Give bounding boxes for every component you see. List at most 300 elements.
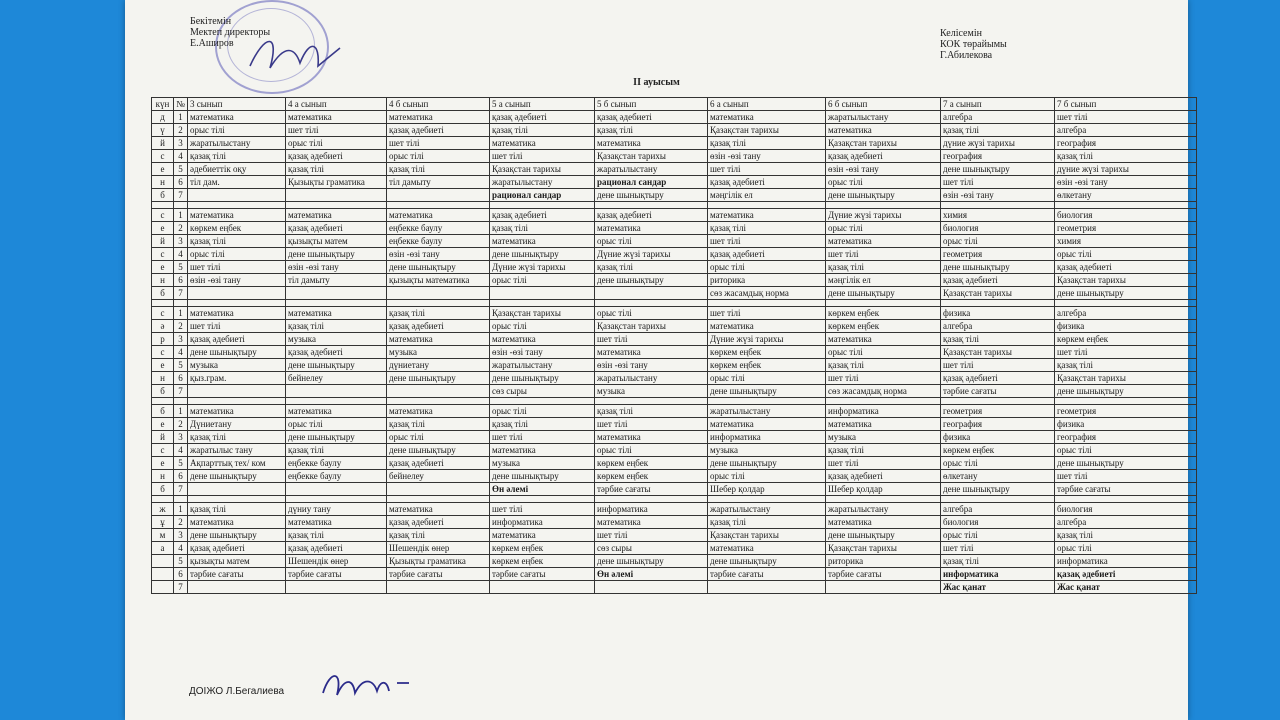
table-cell: тәрбие сағаты	[286, 568, 387, 581]
table-cell: б	[152, 385, 174, 398]
approval-line-2: Мектеп директоры	[190, 27, 271, 38]
table-cell: орыс тілі	[595, 235, 708, 248]
table-cell: математика	[188, 111, 286, 124]
table-cell: химия	[941, 209, 1055, 222]
table-cell: Өн әлемі	[490, 483, 595, 496]
table-cell: 4	[174, 248, 188, 261]
table-cell: қазақ әдебиеті	[387, 516, 490, 529]
table-cell: Қазақстан тарихы	[826, 542, 941, 555]
table-row	[152, 248, 1197, 261]
table-cell: Дүние жүзі тарихы	[708, 333, 826, 346]
table-cell: өзін -өзі тану	[708, 150, 826, 163]
table-cell: Қазақстан тарихы	[595, 320, 708, 333]
table-row	[152, 555, 1197, 568]
table-cell: с	[152, 150, 174, 163]
table-cell	[708, 202, 826, 209]
table-cell: Шешендік өнер	[286, 555, 387, 568]
table-cell: қазақ әдебиеті	[490, 209, 595, 222]
table-cell: н	[152, 470, 174, 483]
table-cell: математика	[188, 516, 286, 529]
table-cell: қазақ әдебиеті	[286, 542, 387, 555]
table-cell	[595, 300, 708, 307]
table-cell: дене шынықтыру	[387, 261, 490, 274]
agreement-line-3: Г.Абилекова	[940, 50, 993, 61]
shift-title: II ауысым	[633, 77, 680, 88]
table-cell	[941, 398, 1055, 405]
table-cell	[286, 300, 387, 307]
table-cell	[286, 483, 387, 496]
table-cell: ұ	[152, 516, 174, 529]
table-cell: қазақ тілі	[595, 124, 708, 137]
table-row	[152, 385, 1197, 398]
table-cell: математика	[490, 235, 595, 248]
table-cell: сөз сыры	[490, 385, 595, 398]
table-cell: өлкетану	[941, 470, 1055, 483]
table-cell: тәрбие сағаты	[387, 568, 490, 581]
table-cell: шет тілі	[188, 261, 286, 274]
table-row	[152, 150, 1197, 163]
table-cell: 5	[174, 457, 188, 470]
table-cell: қазақ тілі	[490, 418, 595, 431]
table-cell	[188, 189, 286, 202]
table-cell: математика	[708, 111, 826, 124]
table-cell: орыс тілі	[1055, 444, 1197, 457]
table-cell: математика	[387, 111, 490, 124]
table-cell: қыз.грам.	[188, 372, 286, 385]
table-cell: б	[152, 287, 174, 300]
table-cell: музыка	[188, 359, 286, 372]
table-cell: қазақ тілі	[188, 235, 286, 248]
table-cell: әдебиеттік оқу	[188, 163, 286, 176]
table-cell: география	[941, 418, 1055, 431]
table-cell: орыс тілі	[826, 346, 941, 359]
table-cell: өзін -өзі тану	[826, 163, 941, 176]
table-row	[152, 431, 1197, 444]
table-cell: қазақ әдебиеті	[826, 470, 941, 483]
table-cell: алгебра	[1055, 124, 1197, 137]
table-cell: 5 б сынып	[595, 98, 708, 111]
table-cell: математика	[708, 542, 826, 555]
table-cell: қазақ әдебиеті	[188, 542, 286, 555]
table-row	[152, 222, 1197, 235]
table-cell: жаратылыстану	[708, 503, 826, 516]
table-cell: Қазақстан тарихы	[490, 307, 595, 320]
table-cell: тәрбие сағаты	[941, 385, 1055, 398]
table-cell: шет тілі	[708, 235, 826, 248]
table-cell: рационал сандар	[490, 189, 595, 202]
table-cell: информатика	[490, 516, 595, 529]
table-cell: көркем еңбек	[708, 346, 826, 359]
table-cell: тәрбие сағаты	[595, 483, 708, 496]
table-cell: 2	[174, 320, 188, 333]
table-cell: шет тілі	[595, 529, 708, 542]
table-cell: шет тілі	[387, 137, 490, 150]
table-cell: қазақ әдебиеті	[708, 248, 826, 261]
table-cell: р	[152, 333, 174, 346]
table-cell	[490, 398, 595, 405]
table-cell	[188, 483, 286, 496]
table-cell: ж	[152, 503, 174, 516]
table-cell: сөз сыры	[595, 542, 708, 555]
table-cell: музыка	[286, 333, 387, 346]
table-cell	[595, 202, 708, 209]
table-cell	[941, 496, 1055, 503]
table-cell: дене шынықтыру	[595, 555, 708, 568]
table-cell: 2	[174, 516, 188, 529]
table-cell	[490, 496, 595, 503]
table-cell: шет тілі	[826, 457, 941, 470]
table-cell: Шебер қолдар	[826, 483, 941, 496]
table-cell	[188, 581, 286, 594]
table-cell: 5	[174, 555, 188, 568]
table-cell: Шешендік өнер	[387, 542, 490, 555]
table-cell: 3	[174, 235, 188, 248]
table-cell: жаратылыстану	[490, 176, 595, 189]
table-cell: 3	[174, 137, 188, 150]
table-cell: 6 а сынып	[708, 98, 826, 111]
table-cell: өзін -өзі тану	[941, 189, 1055, 202]
table-cell: алгебра	[941, 320, 1055, 333]
table-cell	[826, 300, 941, 307]
table-cell: өзін -өзі тану	[286, 261, 387, 274]
table-row	[152, 483, 1197, 496]
table-cell	[174, 398, 188, 405]
table-row	[152, 261, 1197, 274]
table-row	[152, 405, 1197, 418]
table-cell: Қызықты граматика	[387, 555, 490, 568]
table-cell: дене шынықтыру	[188, 470, 286, 483]
table-cell: 2	[174, 418, 188, 431]
table-cell: 5	[174, 163, 188, 176]
table-cell: бейнелеу	[286, 372, 387, 385]
table-cell: Дүние жүзі тарихы	[826, 209, 941, 222]
table-cell: 3	[174, 431, 188, 444]
table-cell: көркем еңбек	[595, 457, 708, 470]
table-cell: қазақ тілі	[708, 516, 826, 529]
table-cell: дүниу тану	[286, 503, 387, 516]
table-row	[152, 307, 1197, 320]
table-cell	[174, 496, 188, 503]
table-cell: жаратылыстану	[826, 503, 941, 516]
table-cell	[286, 581, 387, 594]
table-cell: бейнелеу	[387, 470, 490, 483]
table-cell: математика	[595, 222, 708, 235]
table-cell: қазақ тілі	[595, 405, 708, 418]
table-cell	[595, 398, 708, 405]
table-cell: информатика	[826, 405, 941, 418]
table-row	[152, 346, 1197, 359]
table-cell: шет тілі	[708, 307, 826, 320]
table-cell: геометрия	[941, 405, 1055, 418]
table-cell: й	[152, 235, 174, 248]
table-cell: жаратылыстану	[490, 359, 595, 372]
table-cell: орыс тілі	[286, 137, 387, 150]
table-cell	[708, 300, 826, 307]
table-cell: математика	[286, 307, 387, 320]
table-row	[152, 503, 1197, 516]
day-spacer	[152, 202, 1197, 209]
table-cell: математика	[708, 320, 826, 333]
table-cell: қазақ тілі	[1055, 150, 1197, 163]
table-cell: математика	[387, 503, 490, 516]
table-cell: дене шынықтыру	[826, 189, 941, 202]
table-cell: орыс тілі	[826, 176, 941, 189]
table-cell: тіл дамыту	[286, 274, 387, 287]
table-cell: өзін -өзі тану	[595, 359, 708, 372]
table-cell: 5	[174, 359, 188, 372]
table-cell: дене шынықтыру	[595, 274, 708, 287]
table-cell: қазақ тілі	[1055, 529, 1197, 542]
table-cell: қазақ әдебиеті	[826, 150, 941, 163]
table-cell: б	[152, 483, 174, 496]
table-cell: с	[152, 346, 174, 359]
table-row	[152, 581, 1197, 594]
table-cell: математика	[188, 209, 286, 222]
table-cell: дене шынықтыру	[1055, 385, 1197, 398]
table-cell	[708, 496, 826, 503]
table-cell: 7	[174, 287, 188, 300]
table-cell: шет тілі	[188, 320, 286, 333]
table-cell: 4 б сынып	[387, 98, 490, 111]
footer-name: ДОІЖО Л.Бегалиева	[189, 686, 285, 697]
table-cell: орыс тілі	[490, 405, 595, 418]
table-cell: шет тілі	[1055, 470, 1197, 483]
table-cell: қазақ тілі	[708, 137, 826, 150]
table-cell: алгебра	[1055, 307, 1197, 320]
table-cell: орыс тілі	[387, 431, 490, 444]
table-cell: физика	[941, 431, 1055, 444]
table-cell: Дүние жүзі тарихы	[595, 248, 708, 261]
table-cell: математика	[490, 444, 595, 457]
table-cell: дене шынықтыру	[286, 431, 387, 444]
table-cell: математика	[286, 209, 387, 222]
day-spacer	[152, 398, 1197, 405]
table-cell: Шебер қолдар	[708, 483, 826, 496]
table-cell: қызықты матем	[188, 555, 286, 568]
table-cell: қазақ тілі	[286, 529, 387, 542]
agreement-block	[940, 28, 1007, 61]
timetable-body	[152, 98, 1197, 594]
table-cell: музыка	[387, 346, 490, 359]
table-cell: қазақ әдебиеті	[188, 333, 286, 346]
table-cell: ә	[152, 320, 174, 333]
table-row	[152, 320, 1197, 333]
table-cell: өзін -өзі тану	[1055, 176, 1197, 189]
table-cell: тәрбие сағаты	[1055, 483, 1197, 496]
table-cell: қазақ тілі	[286, 320, 387, 333]
day-spacer	[152, 300, 1197, 307]
table-row	[152, 163, 1197, 176]
table-cell: Қазақстан тарихы	[1055, 274, 1197, 287]
table-cell: география	[1055, 431, 1197, 444]
table-cell: қызықты матем	[286, 235, 387, 248]
table-cell: риторика	[708, 274, 826, 287]
table-cell	[286, 496, 387, 503]
table-cell: Қазақстан тарихы	[1055, 372, 1197, 385]
table-cell: Өн әлемі	[595, 568, 708, 581]
table-cell: мәңгілік ел	[708, 189, 826, 202]
table-cell: өзін -өзі тану	[490, 346, 595, 359]
table-cell	[1055, 496, 1197, 503]
table-cell: 4	[174, 150, 188, 163]
table-cell: қазақ әдебиеті	[941, 274, 1055, 287]
table-cell: сөз жасамдық норма	[708, 287, 826, 300]
table-cell: информатика	[595, 503, 708, 516]
table-cell: шет тілі	[286, 124, 387, 137]
table-row	[152, 457, 1197, 470]
table-cell	[188, 385, 286, 398]
table-cell	[387, 398, 490, 405]
table-cell: 7	[174, 189, 188, 202]
table-cell: орыс тілі	[490, 320, 595, 333]
table-cell: дене шынықтыру	[188, 346, 286, 359]
table-cell: дене шынықтыру	[188, 529, 286, 542]
table-cell: тәрбие сағаты	[826, 568, 941, 581]
table-cell: 5 а сынып	[490, 98, 595, 111]
table-cell	[387, 483, 490, 496]
table-cell: физика	[1055, 320, 1197, 333]
table-cell: Қазақстан тарихы	[941, 346, 1055, 359]
table-row	[152, 111, 1197, 124]
table-cell: шет тілі	[941, 542, 1055, 555]
table-cell: 2	[174, 124, 188, 137]
table-row	[152, 372, 1197, 385]
table-cell	[152, 300, 174, 307]
table-cell: Дүние жүзі тарихы	[490, 261, 595, 274]
table-cell: математика	[387, 405, 490, 418]
table-cell: математика	[826, 516, 941, 529]
table-cell: 1	[174, 111, 188, 124]
table-cell: й	[152, 431, 174, 444]
table-cell: й	[152, 137, 174, 150]
table-cell: қызықты математика	[387, 274, 490, 287]
table-cell: қазақ тілі	[387, 307, 490, 320]
table-cell: қазақ тілі	[1055, 359, 1197, 372]
table-cell: рационал сандар	[595, 176, 708, 189]
table-cell: қазақ тілі	[490, 124, 595, 137]
table-cell: қазақ тілі	[826, 359, 941, 372]
table-cell: қазақ тілі	[188, 150, 286, 163]
table-cell: шет тілі	[595, 333, 708, 346]
table-cell: көркем еңбек	[826, 307, 941, 320]
timetable	[151, 97, 1197, 594]
table-cell: дене шынықтыру	[941, 261, 1055, 274]
table-cell: математика	[286, 405, 387, 418]
table-cell: Қызықты граматика	[286, 176, 387, 189]
table-cell: қазақ тілі	[595, 261, 708, 274]
table-cell: 5	[174, 261, 188, 274]
table-cell: 3	[174, 529, 188, 542]
table-cell: музыка	[826, 431, 941, 444]
table-cell: дене шынықтыру	[286, 359, 387, 372]
table-cell: орыс тілі	[826, 222, 941, 235]
table-cell: жаратылыс тану	[188, 444, 286, 457]
table-cell: 7	[174, 581, 188, 594]
table-cell: №	[174, 98, 188, 111]
table-cell: Қазақстан тарихы	[826, 137, 941, 150]
table-cell	[152, 398, 174, 405]
table-cell: өзін -өзі тану	[188, 274, 286, 287]
table-cell: математика	[490, 529, 595, 542]
table-row	[152, 359, 1197, 372]
table-cell: математика	[490, 333, 595, 346]
table-cell: орыс тілі	[1055, 542, 1197, 555]
table-cell: дене шынықтыру	[708, 555, 826, 568]
table-row	[152, 189, 1197, 202]
table-cell: орыс тілі	[708, 372, 826, 385]
table-cell: дүние жүзі тарихы	[1055, 163, 1197, 176]
table-cell: риторика	[826, 555, 941, 568]
agreement-line-1: Келісемін	[940, 28, 982, 39]
table-cell: математика	[595, 431, 708, 444]
table-cell: математика	[595, 516, 708, 529]
table-cell: Жас қанат	[941, 581, 1055, 594]
table-cell: шет тілі	[490, 503, 595, 516]
table-cell: математика	[595, 137, 708, 150]
table-cell	[1055, 398, 1197, 405]
table-cell: шет тілі	[826, 248, 941, 261]
table-cell: дене шынықтыру	[490, 470, 595, 483]
table-cell	[941, 202, 1055, 209]
table-cell: орыс тілі	[941, 235, 1055, 248]
table-cell: дене шынықтыру	[387, 372, 490, 385]
table-cell: информатика	[708, 431, 826, 444]
table-cell	[490, 581, 595, 594]
table-cell: 1	[174, 503, 188, 516]
table-cell: математика	[286, 111, 387, 124]
table-cell: математика	[826, 124, 941, 137]
table-cell: дене шынықтыру	[387, 444, 490, 457]
table-cell	[595, 287, 708, 300]
table-cell: биология	[1055, 209, 1197, 222]
table-cell	[286, 202, 387, 209]
table-cell: қазақ тілі	[941, 333, 1055, 346]
table-cell: орыс тілі	[286, 418, 387, 431]
table-cell: м	[152, 529, 174, 542]
table-cell: қазақ тілі	[387, 163, 490, 176]
table-cell: дене шынықтыру	[708, 457, 826, 470]
table-row	[152, 274, 1197, 287]
table-cell: орыс тілі	[941, 529, 1055, 542]
table-cell: геометрия	[1055, 405, 1197, 418]
table-row	[152, 470, 1197, 483]
table-cell: көркем еңбек	[490, 555, 595, 568]
table-cell: қазақ әдебиеті	[286, 222, 387, 235]
table-cell: математика	[387, 333, 490, 346]
table-cell: д	[152, 111, 174, 124]
table-cell	[1055, 300, 1197, 307]
table-cell: Қазақстан тарихы	[941, 287, 1055, 300]
table-cell: музыка	[708, 444, 826, 457]
table-cell	[708, 398, 826, 405]
table-cell: 1	[174, 405, 188, 418]
table-cell: дүниетану	[387, 359, 490, 372]
table-cell: биология	[1055, 503, 1197, 516]
table-cell: Қазақстан тарихы	[708, 124, 826, 137]
table-cell	[188, 202, 286, 209]
table-cell: н	[152, 372, 174, 385]
table-row	[152, 176, 1197, 189]
table-cell	[387, 496, 490, 503]
table-cell	[708, 581, 826, 594]
table-cell: көркем еңбек	[1055, 333, 1197, 346]
table-cell: орыс тілі	[387, 150, 490, 163]
table-cell: орыс тілі	[595, 307, 708, 320]
table-cell: математика	[708, 209, 826, 222]
table-cell: 2	[174, 222, 188, 235]
table-cell: дене шынықтыру	[826, 287, 941, 300]
table-cell: математика	[595, 346, 708, 359]
